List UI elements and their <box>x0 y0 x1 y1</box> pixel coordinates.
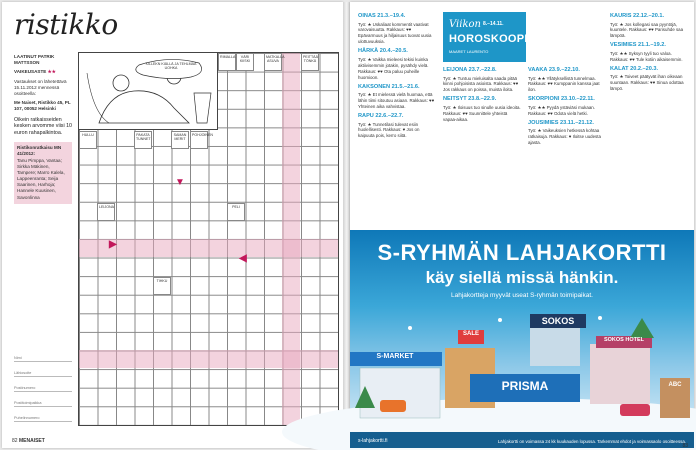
page-footer <box>12 438 45 444</box>
abc-sign: ABC <box>668 382 682 388</box>
author-label: LAATINUT PATRIK MATTSSON <box>14 54 55 66</box>
ad-legal-text: Lahjakortti on voimassa 24 kk kuukauden lopussa. Tarkemmat ehdot ja voimassaolo osoitteessa. <box>497 439 686 444</box>
solvers-title: Ristikonratkaisu MN 41/2012: <box>17 145 62 157</box>
arrow-icon: ▼ <box>175 177 185 188</box>
difficulty-stars: ★★ <box>47 69 56 75</box>
arrow-icon: ▶ <box>109 239 117 250</box>
sokos-hotel-sign: SOKOS HOTEL <box>603 337 645 343</box>
city-field[interactable]: Postitoimipaikka <box>14 392 72 407</box>
crossword-picture <box>79 53 218 130</box>
sign-title: JOUSIMIES 23.11.–21.12. <box>528 119 594 126</box>
horoscope-column <box>358 10 436 139</box>
magazine-name: MENAISET <box>18 438 45 444</box>
page-number: 83 <box>682 443 688 449</box>
clue-cell: HULLU <box>79 131 97 149</box>
clue-cell: SAMAN MERIT <box>171 131 189 149</box>
highlight-column <box>282 53 300 425</box>
clue-cell: LEIJONA <box>97 203 115 221</box>
crossword-grid[interactable] <box>78 52 339 426</box>
clue-cell: POHJOINEN <box>190 131 208 149</box>
winter-town-illustration <box>350 308 694 432</box>
sign-text: Työ: ★ Et mielessä vielä huomaa, että lähin tiimi sitoutuu asiaan. Rakkaus: ♥♥ Yhteinen aika vahvistaa. <box>358 92 435 110</box>
street-address-field[interactable]: Lähiosoite <box>14 362 72 377</box>
horoscope-section <box>358 10 688 220</box>
name-field[interactable]: Nimi <box>14 347 72 362</box>
banner-heading: HOROSKOOPPI <box>449 33 536 45</box>
sign-title: HÄRKÄ 20.4.–20.5. <box>358 48 408 55</box>
prize-text: Oikein ratkaisseiden kesken arvomme viisi 10 euron rahapalkintoa. <box>14 116 72 137</box>
left-page-crossword <box>2 2 343 448</box>
sign-title: OINAS 21.3.–19.4. <box>358 13 406 19</box>
solvers-names: Tanu Pimppa, Vantaa; Sirkka Mäkinen, Tampere; Marro Kalela, Lappeenranta; Seija Saarinen, Harhoja; Hannele Kuusinen, Savonlinna <box>17 157 65 200</box>
sign-title: VESIMIES 21.1.–19.2. <box>610 42 666 49</box>
clue-cell: VÄRI KIISKI <box>236 53 254 71</box>
sign-text: Työ: ★★ Syksyn tyyli tuo valoa. Rakkaus: ♥♥ Tule kotiin aikaisemmin. <box>610 50 683 62</box>
sale-sign: SALE <box>462 331 479 337</box>
arrow-icon: ◀ <box>239 253 247 264</box>
send-instructions: Vastaukset on lähetettävä 15.11.2012 mennessä osoitteella: <box>14 78 67 96</box>
horoscope-column <box>443 64 521 123</box>
answer-form <box>14 347 72 427</box>
clue-cell: MATKALLA ASUVA <box>264 53 282 71</box>
horoscope-column <box>528 64 606 146</box>
spine-fold <box>343 2 350 448</box>
clue-cell: RIMALLA <box>218 53 236 71</box>
sign-title: KAURIS 22.12.–20.1. <box>610 13 665 19</box>
previous-solvers-box <box>14 142 72 204</box>
sign-text: Työ: ★★ Pyydä ystäviäsi mukaan. Rakkaus: ♥♥ Odota vielä hetki. <box>528 104 595 116</box>
sign-title: RAPU 22.6.–22.7. <box>358 112 404 119</box>
sign-text: Työ: ★ Vaikka mieleesi tekisi kuinka aktiivisemmin jotakin, pysähdy vielä. Rakkaus: ♥♥ Ota paluu puheille huomioon. <box>358 56 429 80</box>
page-title: ristikko <box>14 8 118 41</box>
gift-card-advertisement[interactable] <box>350 230 694 448</box>
clue-cell: PEITTÄÄ TÖNKÄ <box>301 53 319 71</box>
sign-text: Työ: ★ Vaikeuksien hetkessä kohtaa ratkaisuja. Rakkaus: ♥ Iloitse uudesta ajasta. <box>528 128 601 146</box>
sign-title: NEITSYT 23.8.–22.9. <box>443 96 497 103</box>
banner-title: Viikon <box>449 19 481 30</box>
phone-field[interactable]: Puhelinnumero <box>14 407 72 422</box>
banner-author: MAARET LAURENTO <box>449 49 489 54</box>
sign-title: LEIJONA 23.7.–22.8. <box>443 67 497 73</box>
clue-cell: PAKATA TUNNET <box>134 131 152 149</box>
banner-dates: 8.–14.11. <box>483 21 504 27</box>
clue-cell: PELI <box>227 203 245 221</box>
horoscope-banner <box>443 12 536 62</box>
s-market-sign: S-MARKET <box>376 353 414 360</box>
sign-title: KAKSONEN 21.5.–21.6. <box>358 83 420 90</box>
sign-text: Työ: ★ Toiveet päätyvät ihan oikeaan suuntaan. Rakkaus: ♥♥ Sinua odottaa lämpö. <box>610 74 684 92</box>
sign-text: Työ: ★★ Yllätyksellistä tunnelmaa. Rakkaus: ♥♥ Kumppanin kanssa jaat ilon. <box>528 75 600 93</box>
address: Me Naiset, Ristikko 45, PL 107, 00052 Helsinki <box>14 100 71 112</box>
difficulty-label: VAIKEUSASTE <box>14 69 47 75</box>
postal-code-field[interactable]: Postinumero <box>14 377 72 392</box>
ad-url-link[interactable]: s-lahjakortti.fi <box>358 438 388 444</box>
sign-text: Työ: ★ Iloisuus tuo sinulle uusia ideoita. Rakkaus: ♥♥ Suunnittele yhteistä vapaa-aikaa. <box>443 104 521 122</box>
sokos-sign: SOKOS <box>541 316 575 326</box>
sign-text: Työ: ★ Tunnetilasi tulevat esiin huolellisesti. Rakkaus: ♥ Jos on kaipuuta pois, kerro siitä. <box>358 121 420 139</box>
clue-cell: TIHKU <box>153 277 171 295</box>
right-page-horoscope <box>350 2 694 448</box>
crossword-info-column <box>14 54 72 204</box>
sign-title: SKORPIONI 23.10.–22.11. <box>528 96 595 103</box>
sign-text: Työ: ★ Jos kollegasi saa pyyntöjä, kuuntele. Rakkaus: ♥♥ Parisuhde saa lämpöä. <box>610 21 684 39</box>
page-number: 82 <box>12 438 18 444</box>
sign-title: KALAT 20.2.–20.3. <box>610 65 659 72</box>
sign-text: Työ: ★ Tuntuu mieluisalta saada pitää kiinni pohjoisista asioista. Rakkaus: ♥♥ Jos rakkaus on poissa, muista iloita. <box>443 75 519 93</box>
sign-text: Työ: ★ Uskaliaat kommentit vaativat varovaisuutta. Rakkaus: ♥♥ Epävarmuus ja hiljaisuus tuovat uusia ulottuvuuksia. <box>358 21 432 45</box>
prisma-sign: PRISMA <box>501 379 549 393</box>
ad-subtitle: käy siellä missä hänkin. <box>425 268 619 287</box>
ad-title: S-RYHMÄN LAHJAKORTTI <box>377 240 667 265</box>
horoscope-column <box>610 10 688 92</box>
sign-title: VAAKA 23.9.–22.10. <box>528 67 580 73</box>
picture-caption: KILLEKN KIÄLLÄ JA TEHLMAA UOHKA <box>145 62 197 70</box>
ad-tagline: Lahjakortteja myyvät useat S-ryhmän toimipaikat. <box>451 292 593 299</box>
